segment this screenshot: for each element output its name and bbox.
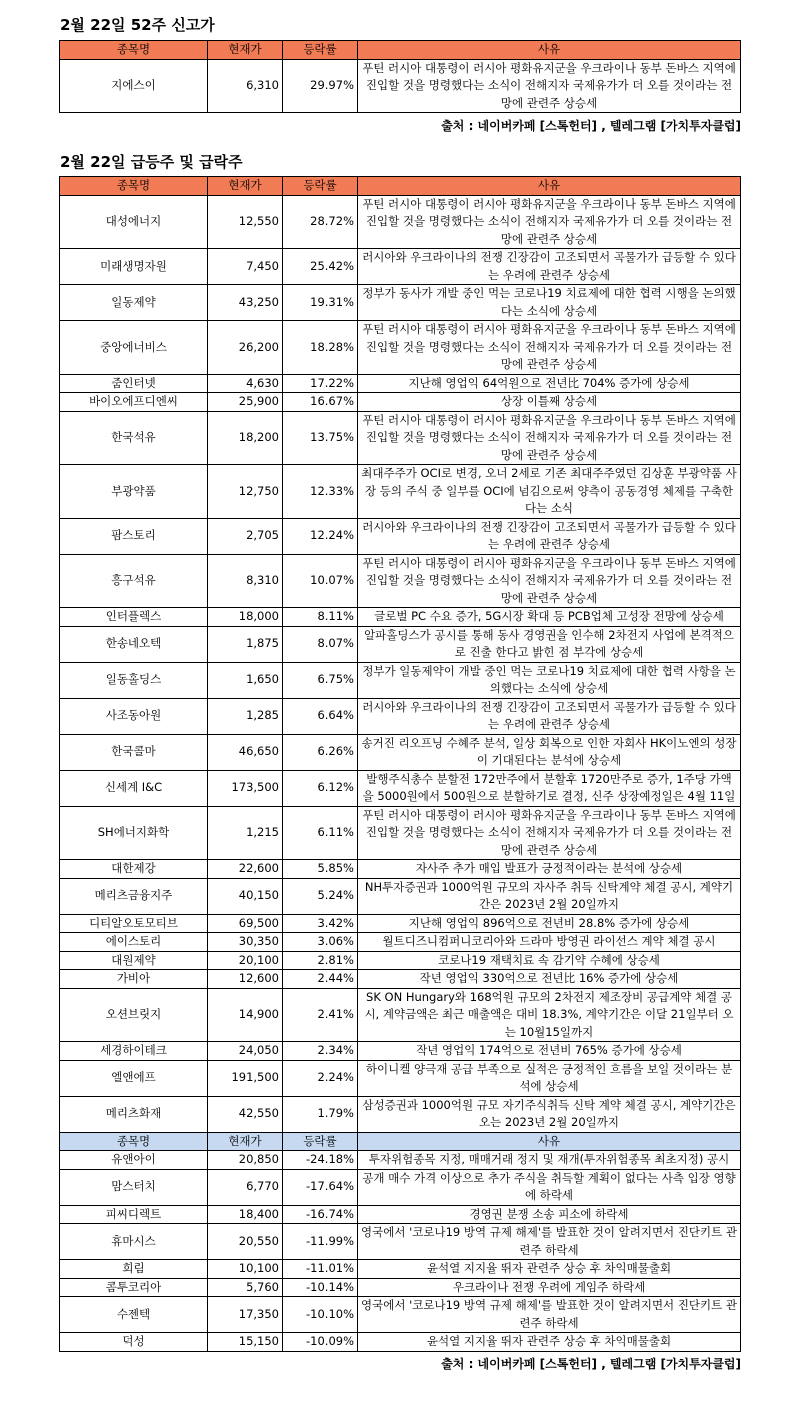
price-cell: 30,350 xyxy=(208,933,283,952)
table-row xyxy=(60,698,741,734)
reason-cell: 경영권 분쟁 소송 피소에 하락세 xyxy=(358,1205,741,1224)
table-row xyxy=(60,970,741,989)
price-cell: 69,500 xyxy=(208,914,283,933)
change-rate-cell: 2.34% xyxy=(283,1042,358,1061)
table-header-row xyxy=(60,177,741,196)
price-cell: 42,550 xyxy=(208,1096,283,1132)
stock-name: 한국콜마 xyxy=(60,734,208,770)
falling-header-row xyxy=(60,1132,741,1151)
reason-cell: 상장 이틀째 상승세 xyxy=(358,393,741,412)
reason-cell: 월트디즈니컴퍼니코리아와 드라마 방영권 라이선스 계약 체결 공시 xyxy=(358,933,741,952)
col-header-reason: 사유 xyxy=(358,41,741,60)
change-rate-cell: 3.42% xyxy=(283,914,358,933)
change-rate-cell: 5.85% xyxy=(283,860,358,879)
stock-name: 희림 xyxy=(60,1260,208,1279)
table-row xyxy=(60,1333,741,1352)
table-header-row xyxy=(60,41,741,60)
stock-name: 부광약품 xyxy=(60,465,208,519)
stock-name: 휴마시스 xyxy=(60,1224,208,1260)
change-rate-cell: 8.11% xyxy=(283,608,358,627)
table-row xyxy=(60,285,741,321)
price-cell: 26,200 xyxy=(208,321,283,375)
price-cell: 191,500 xyxy=(208,1060,283,1096)
change-rate-cell: -10.09% xyxy=(283,1333,358,1352)
table-row xyxy=(60,195,741,249)
change-rate-cell: -11.99% xyxy=(283,1224,358,1260)
reason-cell: 작년 영업익 330억으로 전년比 16% 증가에 상승세 xyxy=(358,970,741,989)
table-row xyxy=(60,988,741,1042)
price-cell: 20,550 xyxy=(208,1224,283,1260)
col-header-name: 종목명 xyxy=(60,1132,208,1151)
price-cell: 20,850 xyxy=(208,1151,283,1170)
change-rate-cell: -17.64% xyxy=(283,1169,358,1205)
reason-cell: 러시아와 우크라이나의 전쟁 긴장감이 고조되면서 곡물가가 급등할 수 있다는 우려에 관련주 상승세 xyxy=(358,518,741,554)
table-row xyxy=(60,465,741,519)
stock-name: 엘앤에프 xyxy=(60,1060,208,1096)
price-cell: 1,215 xyxy=(208,806,283,860)
table-row xyxy=(60,374,741,393)
stock-name: 메리츠금융지주 xyxy=(60,878,208,914)
reason-cell: 지난해 영업익 896억으로 전년비 28.8% 증가에 상승세 xyxy=(358,914,741,933)
change-rate-cell: 8.07% xyxy=(283,626,358,662)
stock-name: 맘스터치 xyxy=(60,1169,208,1205)
table-row xyxy=(60,518,741,554)
source-note-1: 출처 : 네이버카페 [스톡헌터] , 텔레그램 [가치투자클럽] xyxy=(441,119,741,133)
change-rate-cell: 18.28% xyxy=(283,321,358,375)
table-row xyxy=(60,1278,741,1297)
stock-name: 줌인터넷 xyxy=(60,374,208,393)
stock-name: 덕성 xyxy=(60,1333,208,1352)
stock-name: 지에스이 xyxy=(60,59,208,113)
change-rate-cell: 6.26% xyxy=(283,734,358,770)
stock-name: 에이스토리 xyxy=(60,933,208,952)
table-row xyxy=(60,734,741,770)
change-rate-cell: 13.75% xyxy=(283,411,358,465)
table-row xyxy=(60,1169,741,1205)
change-rate-cell: 3.06% xyxy=(283,933,358,952)
reason-cell: 푸틴 러시아 대통령이 러시아 평화유지군을 우크라이나 동부 돈바스 지역에 진입할 것을 명령했다는 소식이 전해지자 국제유가가 더 오를 것이라는 전망에 관련주 상승세 xyxy=(358,195,741,249)
change-rate-cell: 1.79% xyxy=(283,1096,358,1132)
price-cell: 18,000 xyxy=(208,608,283,627)
change-rate-cell: 2.24% xyxy=(283,1060,358,1096)
reason-cell: 푸틴 러시아 대통령이 러시아 평화유지군을 우크라이나 동부 돈바스 지역에 진입할 것을 명령했다는 소식이 전해지자 국제유가가 더 오를 것이라는 전망에 관련주 상승세 xyxy=(358,554,741,608)
reason-cell: 정부가 동사가 개발 중인 먹는 코로나19 치료제에 대한 협력 시행을 논의했다는 소식에 상승세 xyxy=(358,285,741,321)
stock-name: 팜스토리 xyxy=(60,518,208,554)
price-cell: 1,650 xyxy=(208,662,283,698)
stock-name: 대한제강 xyxy=(60,860,208,879)
price-cell: 10,100 xyxy=(208,1260,283,1279)
change-rate-cell: 2.81% xyxy=(283,951,358,970)
change-rate-cell: -24.18% xyxy=(283,1151,358,1170)
stock-name: 대성에너지 xyxy=(60,195,208,249)
price-cell: 4,630 xyxy=(208,374,283,393)
price-cell: 173,500 xyxy=(208,770,283,806)
price-cell: 2,705 xyxy=(208,518,283,554)
reason-cell: 지난해 영업익 64억원으로 전년比 704% 증가에 상승세 xyxy=(358,374,741,393)
col-header-price: 현재가 xyxy=(208,177,283,196)
price-cell: 1,285 xyxy=(208,698,283,734)
price-cell: 17,350 xyxy=(208,1297,283,1333)
stock-name: 미래생명자원 xyxy=(60,249,208,285)
price-cell: 43,250 xyxy=(208,285,283,321)
table-row xyxy=(60,1042,741,1061)
reason-cell: 영국에서 '코로나19 방역 규제 해제'를 발표한 것이 알려지면서 진단키트 관련주 하락세 xyxy=(358,1224,741,1260)
reason-cell: SK ON Hungary와 168억원 규모의 2차전지 제조장비 공급계약 체결 공시, 계약금액은 최근 매출액은 대비 18.3%, 계약기간은 이달 21일부터 오는 10월15일까지 xyxy=(358,988,741,1042)
table-row xyxy=(60,1060,741,1096)
reason-cell: 작년 영업익 174억으로 전년비 765% 증가에 상승세 xyxy=(358,1042,741,1061)
stock-name: 한송네오텍 xyxy=(60,626,208,662)
stock-name: 한국석유 xyxy=(60,411,208,465)
change-rate-cell: 28.72% xyxy=(283,195,358,249)
table-row xyxy=(60,933,741,952)
stock-name: 신세계 I&C xyxy=(60,770,208,806)
table-row xyxy=(60,554,741,608)
reason-cell: 공개 매수 가격 이상으로 추가 주식을 취득할 계획이 없다는 사측 입장 영향에 하락세 xyxy=(358,1169,741,1205)
reason-cell: 푸틴 러시아 대통령이 러시아 평화유지군을 우크라이나 동부 돈바스 지역에 진입할 것을 명령했다는 소식이 전해지자 국제유가가 더 오를 것이라는 전망에 관련주 상승세 xyxy=(358,411,741,465)
reason-cell: 하이니켈 양극재 공급 부족으로 실적은 긍정적인 흐름을 보일 것이라는 분석에 상승세 xyxy=(358,1060,741,1096)
stock-name: 유앤아이 xyxy=(60,1151,208,1170)
stock-name: 콤투코리아 xyxy=(60,1278,208,1297)
change-rate-cell: -11.01% xyxy=(283,1260,358,1279)
reason-cell: 자사주 추가 매입 발표가 긍정적이라는 분석에 상승세 xyxy=(358,860,741,879)
table-row xyxy=(60,1297,741,1333)
price-cell: 6,770 xyxy=(208,1169,283,1205)
table-row xyxy=(60,770,741,806)
change-rate-cell: 6.64% xyxy=(283,698,358,734)
stock-name: 디티알오토모티브 xyxy=(60,914,208,933)
table-row xyxy=(60,806,741,860)
col-header-rate: 등락률 xyxy=(283,41,358,60)
movers-table xyxy=(59,176,741,1352)
stock-name: 일동홀딩스 xyxy=(60,662,208,698)
price-cell: 18,400 xyxy=(208,1205,283,1224)
change-rate-cell: 12.24% xyxy=(283,518,358,554)
table-row xyxy=(60,1260,741,1279)
price-cell: 46,650 xyxy=(208,734,283,770)
source-note-2: 출처 : 네이버카페 [스톡헌터] , 텔레그램 [가치투자클럽] xyxy=(441,1357,741,1371)
table-row xyxy=(60,860,741,879)
table-row xyxy=(60,951,741,970)
stock-name: 피씨디렉트 xyxy=(60,1205,208,1224)
new-high-table xyxy=(59,40,741,113)
change-rate-cell: 29.97% xyxy=(283,59,358,113)
change-rate-cell: 19.31% xyxy=(283,285,358,321)
table-row xyxy=(60,59,741,113)
col-header-reason: 사유 xyxy=(358,177,741,196)
table-row xyxy=(60,662,741,698)
stock-name: 대원제약 xyxy=(60,951,208,970)
stock-name: 메리츠화재 xyxy=(60,1096,208,1132)
table-row xyxy=(60,321,741,375)
price-cell: 25,900 xyxy=(208,393,283,412)
table-row xyxy=(60,1096,741,1132)
reason-cell: 글로벌 PC 수요 증가, 5G시장 확대 등 PCB업체 고성장 전망에 상승세 xyxy=(358,608,741,627)
change-rate-cell: 6.75% xyxy=(283,662,358,698)
table-row xyxy=(60,626,741,662)
reason-cell: 정부가 일동제약이 개발 중인 먹는 코로나19 치료제에 대한 협력 사항을 논의했다는 소식에 상승세 xyxy=(358,662,741,698)
change-rate-cell: -16.74% xyxy=(283,1205,358,1224)
stock-name: 세경하이테크 xyxy=(60,1042,208,1061)
table-row xyxy=(60,411,741,465)
price-cell: 5,760 xyxy=(208,1278,283,1297)
stock-name: 사조동아원 xyxy=(60,698,208,734)
table-row xyxy=(60,608,741,627)
change-rate-cell: 12.33% xyxy=(283,465,358,519)
change-rate-cell: 6.11% xyxy=(283,806,358,860)
price-cell: 15,150 xyxy=(208,1333,283,1352)
price-cell: 40,150 xyxy=(208,878,283,914)
stock-name: 중앙에너비스 xyxy=(60,321,208,375)
stock-name: 인터플렉스 xyxy=(60,608,208,627)
stock-name: 오션브릿지 xyxy=(60,988,208,1042)
table-row xyxy=(60,878,741,914)
price-cell: 18,200 xyxy=(208,411,283,465)
reason-cell: 투자위험종목 지정, 매매거래 정지 및 재개(투자위험종목 최초지정) 공시 xyxy=(358,1151,741,1170)
stock-name: 가비아 xyxy=(60,970,208,989)
stock-name: 바이오에프디엔씨 xyxy=(60,393,208,412)
reason-cell: 윤석열 지지율 뛰자 관련주 상승 후 차익매물출회 xyxy=(358,1333,741,1352)
table-row xyxy=(60,1224,741,1260)
change-rate-cell: 17.22% xyxy=(283,374,358,393)
reason-cell: 푸틴 러시아 대통령이 러시아 평화유지군을 우크라이나 동부 돈바스 지역에 진입할 것을 명령했다는 소식이 전해지자 국제유가가 더 오를 것이라는 전망에 관련주 상승세 xyxy=(358,321,741,375)
change-rate-cell: 2.44% xyxy=(283,970,358,989)
stock-name: SH에너지화학 xyxy=(60,806,208,860)
col-header-rate: 등락률 xyxy=(283,177,358,196)
price-cell: 12,600 xyxy=(208,970,283,989)
section2-title: 2월 22일 급등주 및 급락주 xyxy=(60,153,243,171)
reason-cell: 송거진 리오프닝 수혜주 분석, 일상 회복으로 인한 자회사 HK이노엔의 성장이 기대된다는 분석에 상승세 xyxy=(358,734,741,770)
reason-cell: 윤석열 지지율 뛰자 관련주 상승 후 차익매물출회 xyxy=(358,1260,741,1279)
change-rate-cell: 10.07% xyxy=(283,554,358,608)
reason-cell: 푸틴 러시아 대통령이 러시아 평화유지군을 우크라이나 동부 돈바스 지역에 진입할 것을 명령했다는 소식이 전해지자 국제유가가 더 오를 것이라는 전망에 관련주 상승세 xyxy=(358,59,741,113)
change-rate-cell: 16.67% xyxy=(283,393,358,412)
table-row xyxy=(60,1205,741,1224)
reason-cell: 삼성증권과 1000억원 규모 자기주식취득 신탁 계약 체결 공시, 계약기간은 오는 2023년 2월 20일까지 xyxy=(358,1096,741,1132)
table-row xyxy=(60,914,741,933)
change-rate-cell: -10.14% xyxy=(283,1278,358,1297)
col-header-name: 종목명 xyxy=(60,41,208,60)
col-header-name: 종목명 xyxy=(60,177,208,196)
stock-name: 흥구석유 xyxy=(60,554,208,608)
price-cell: 22,600 xyxy=(208,860,283,879)
price-cell: 24,050 xyxy=(208,1042,283,1061)
change-rate-cell: 6.12% xyxy=(283,770,358,806)
col-header-price: 현재가 xyxy=(208,1132,283,1151)
reason-cell: NH투자증권과 1000억원 규모의 자사주 취득 신탁계약 체결 공시, 계약기간은 2023년 2월 20일까지 xyxy=(358,878,741,914)
price-cell: 12,550 xyxy=(208,195,283,249)
stock-name: 수젠텍 xyxy=(60,1297,208,1333)
change-rate-cell: 2.41% xyxy=(283,988,358,1042)
price-cell: 6,310 xyxy=(208,59,283,113)
table-row xyxy=(60,393,741,412)
price-cell: 7,450 xyxy=(208,249,283,285)
reason-cell: 영국에서 '코로나19 방역 규제 해제'를 발표한 것이 알려지면서 진단키트 관련주 하락세 xyxy=(358,1297,741,1333)
table-row xyxy=(60,249,741,285)
section1-title: 2월 22일 52주 신고가 xyxy=(60,16,215,34)
col-header-price: 현재가 xyxy=(208,41,283,60)
reason-cell: 러시아와 우크라이나의 전쟁 긴장감이 고조되면서 곡물가가 급등할 수 있다는 우려에 관련주 상승세 xyxy=(358,249,741,285)
reason-cell: 발행주식총수 분할전 172만주에서 분할후 1720만주로 증가, 1주당 가액을 5000원에서 500원으로 분할하기로 결정, 신주 상장예정일은 4월 11일 xyxy=(358,770,741,806)
stock-name: 일동제약 xyxy=(60,285,208,321)
reason-cell: 최대주주가 OCI로 변경, 오너 2세로 기존 최대주주였던 김상훈 부광약품 사장 등의 주식 중 일부를 OCI에 넘김으로써 양측이 공동경영 체제를 구축한다는 소식 xyxy=(358,465,741,519)
reason-cell: 푸틴 러시아 대통령이 러시아 평화유지군을 우크라이나 동부 돈바스 지역에 진입할 것을 명령했다는 소식이 전해지자 국제유가가 더 오를 것이라는 전망에 관련주 상승세 xyxy=(358,806,741,860)
reason-cell: 알파홀딩스가 공시를 통해 동사 경영권을 인수해 2차전지 사업에 본격적으로 진출 한다고 밝힌 점 부각에 상승세 xyxy=(358,626,741,662)
col-header-reason: 사유 xyxy=(358,1132,741,1151)
col-header-rate: 등락률 xyxy=(283,1132,358,1151)
price-cell: 1,875 xyxy=(208,626,283,662)
price-cell: 20,100 xyxy=(208,951,283,970)
reason-cell: 코로나19 재택치료 속 감기약 수혜에 상승세 xyxy=(358,951,741,970)
price-cell: 8,310 xyxy=(208,554,283,608)
reason-cell: 러시아와 우크라이나의 전쟁 긴장감이 고조되면서 곡물가가 급등할 수 있다는 우려에 관련주 상승세 xyxy=(358,698,741,734)
reason-cell: 우크라이나 전쟁 우려에 게임주 하락세 xyxy=(358,1278,741,1297)
table-row xyxy=(60,1151,741,1170)
change-rate-cell: 5.24% xyxy=(283,878,358,914)
change-rate-cell: -10.10% xyxy=(283,1297,358,1333)
change-rate-cell: 25.42% xyxy=(283,249,358,285)
price-cell: 12,750 xyxy=(208,465,283,519)
price-cell: 14,900 xyxy=(208,988,283,1042)
